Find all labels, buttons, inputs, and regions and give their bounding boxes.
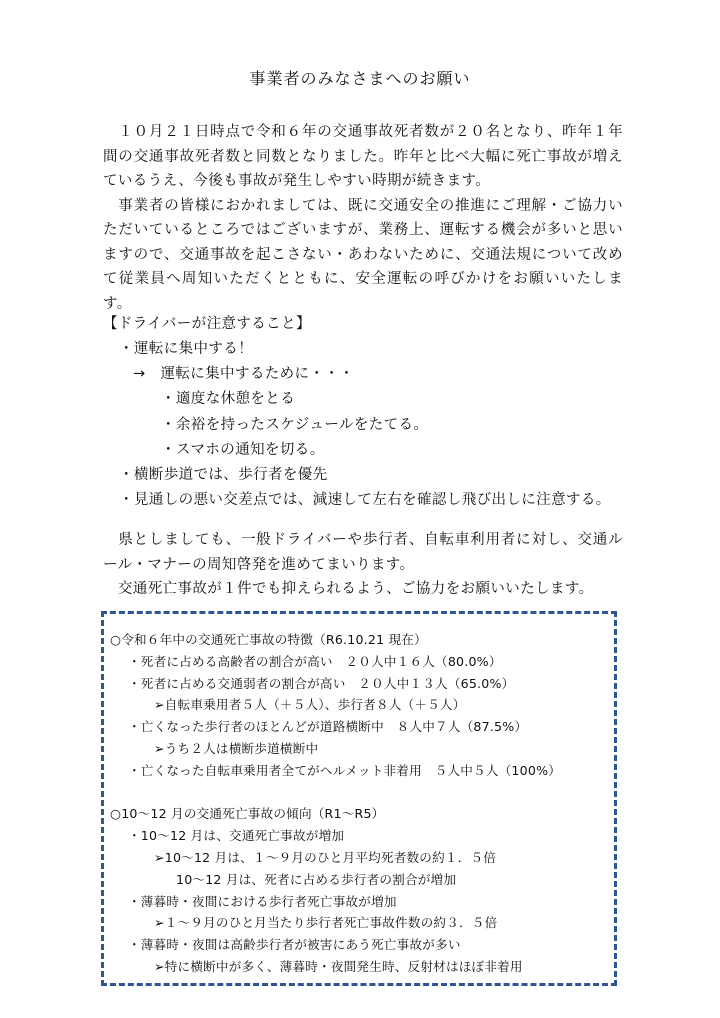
list-item: ・見通しの悪い交差点では、減速して左右を確認し飛び出しに注意する。 [119, 492, 611, 509]
box-line: ・亡くなった歩行者のほとんどが道路横断中 ８人中７人（87.5%） [128, 719, 528, 735]
list-item: ・運転に集中する！ [119, 341, 254, 357]
list-item: ・横断歩道では、歩行者を優先 [119, 467, 328, 484]
statistics-box [101, 611, 617, 986]
box-line: ・10～12 月は、交通死亡事故が増加 [128, 828, 345, 844]
page-title: 事業者のみなさまへのお願い [249, 69, 471, 88]
intro-paragraph [103, 120, 623, 316]
box-line: ➢10～12 月は、１～９月のひと月平均死者数の約１．５倍 [154, 849, 497, 865]
spacer [110, 782, 610, 804]
list-item: ・スマホの通知を切る。 [161, 441, 325, 458]
box-line: ➢１～９月のひと月当たり歩行者死亡事故件数の約３．５倍 [154, 915, 498, 931]
driver-checklist [103, 337, 643, 513]
box-line: ・薄暮時・夜間は高齢歩行者が被害にあう死亡事故が多い [128, 937, 461, 953]
list-item: ・適度な休憩をとる [161, 391, 296, 408]
driver-section-heading: 【ドライバーが注意すること】 [103, 316, 311, 332]
box-heading: ○令和６年中の交通死亡事故の特徴（R6.10.21 現在） [110, 632, 427, 647]
box-line: ・死者に占める高齢者の割合が高い ２０人中１６人（80.0%） [128, 653, 502, 669]
closing-paragraph [103, 528, 623, 602]
paragraph-line: 交通死亡事故が１件でも抑えられるよう、ご協力をお願いいたします。 [103, 581, 594, 597]
box-line: ・死者に占める交通弱者の割合が高い ２０人中１３人（65.0%） [128, 675, 515, 691]
box-line: ・亡くなった自転車乗用者全てがヘルメット非着用 ５人中５人（100%） [128, 762, 562, 778]
list-item: → 運転に集中するために・・・ [133, 366, 355, 383]
list-item: ・余裕を持ったスケジュールをたてる。 [161, 416, 429, 433]
paragraph-line: 県としましても、一般ドライバーや歩行者、自転車利用者に対し、交通ルール・マナーの周知啓発を進めてまいります。 [103, 532, 623, 573]
paragraph-line: １０月２１日時点で令和６年の交通事故死者数が２０名となり、昨年１年間の交通事故死者数と同数となりました。昨年と比べ大幅に死亡事故が増えているうえ、今後も事故が発生しやすい時期が続きます。 [103, 124, 623, 189]
paragraph-line: 事業者の皆様におかれましては、既に交通安全の推進にご理解・ご協力いただいているところではございますが、業務上、運転する機会が多いと思いますので、交通事故を起こさない・あわないために、交通法規について改めて従業員へ周知いただくとともに、安全運転の呼びかけをお願いいたします。 [103, 197, 623, 312]
box-line: ・薄暮時・夜間における歩行者死亡事故が増加 [128, 893, 397, 909]
box-line: ➢自転車乗用者５人（＋５人）、歩行者８人（＋５人） [154, 697, 466, 713]
box-line: ➢特に横断中が多く、薄暮時・夜間発生時、反射材はほぼ非着用 [154, 958, 523, 974]
box-heading: ○10～12 月の交通死亡事故の傾向（R1～R5） [110, 806, 385, 822]
box-line: ➢うち２人は横断歩道横断中 [154, 740, 319, 756]
box-line: 10～12 月は、死者に占める歩行者の割合が増加 [176, 871, 457, 887]
